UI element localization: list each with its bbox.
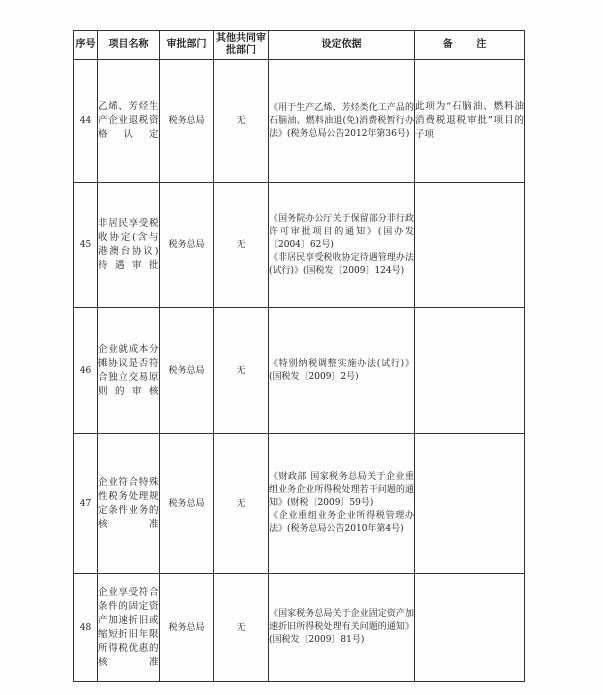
row-note — [415, 183, 525, 308]
row-basis — [269, 60, 415, 183]
basis-line: 《财政部 国家税务总局关于企业重组业务企业所得税处理若干问题的通知》(财税〔2009〕59号) — [269, 472, 414, 508]
row-other-dept: 无 — [214, 574, 269, 682]
row-basis — [269, 574, 415, 682]
row-approval-dept: 税务总局 — [160, 60, 214, 183]
row-approval-dept: 税务总局 — [160, 308, 214, 434]
row-item-name: 非居民享受税收协定(含与港澳台协议)待遇审批 — [98, 183, 160, 308]
basis-line: 《用于生产乙烯、芳烃类化工产品的石脑油、燃料油退(免)消费税暂行办法》(税务总局公告2012年第36号) — [269, 102, 414, 139]
row-seq: 46 — [74, 308, 98, 434]
header-note: 备 注 — [415, 31, 525, 60]
row-basis — [269, 308, 415, 434]
header-seq: 序号 — [74, 31, 98, 60]
basis-line: 《国务院办公厅关于保留部分非行政许可审批项目的通知》(国办发〔2004〕62号) — [269, 213, 414, 250]
row-seq: 44 — [74, 60, 98, 183]
row-other-dept: 无 — [214, 183, 269, 308]
basis-line: 《非居民享受税收协定待遇管理办法(试行)》(国税发〔2009〕124号) — [269, 252, 414, 276]
row-note — [415, 308, 525, 434]
row-note — [415, 574, 525, 682]
basis-line: 《特别纳税调整实施办法(试行)》(国税发〔2009〕2号) — [269, 358, 414, 382]
row-seq: 48 — [74, 574, 98, 682]
table-row — [74, 308, 525, 434]
row-note — [415, 434, 525, 574]
approval-items-table — [73, 30, 525, 682]
row-seq: 45 — [74, 183, 98, 308]
row-other-dept: 无 — [214, 308, 269, 434]
row-seq: 47 — [74, 434, 98, 574]
table-row — [74, 183, 525, 308]
row-basis — [269, 183, 415, 308]
basis-line: 《企业重组业务企业所得税管理办法》(税务总局公告2010年第4号) — [269, 511, 414, 534]
row-item-name: 企业就成本分摊协议是否符合独立交易原则的审核 — [98, 308, 160, 434]
row-approval-dept: 税务总局 — [160, 434, 214, 574]
row-basis — [269, 434, 415, 574]
row-other-dept: 无 — [214, 434, 269, 574]
row-item-name: 乙烯、芳烃生产企业退税资格认定 — [98, 60, 160, 183]
row-other-dept: 无 — [214, 60, 269, 183]
row-item-name: 企业符合特殊性税务处理规定条件业务的核准 — [98, 434, 160, 574]
table-row — [74, 60, 525, 183]
row-approval-dept: 税务总局 — [160, 574, 214, 682]
header-item-name: 项目名称 — [98, 31, 160, 60]
row-item-name: 企业享受符合条件的固定资产加速折旧或缩短折旧年限所得税优惠的核准 — [98, 574, 160, 682]
basis-line: 《国家税务总局关于企业固定资产加速折旧所得税处理有关问题的通知》(国税发〔2009〕81号) — [269, 609, 414, 645]
header-basis: 设定依据 — [269, 31, 415, 60]
header-approval-dept: 审批部门 — [160, 31, 214, 60]
row-approval-dept: 税务总局 — [160, 183, 214, 308]
header-other-dept: 其他共同审批部门 — [214, 31, 269, 60]
table-row — [74, 574, 525, 682]
table-row — [74, 434, 525, 574]
row-note: 此项为“石脑油、燃料油消费税退税审批”项目的子项 — [415, 60, 525, 183]
table-header-row — [74, 31, 525, 60]
